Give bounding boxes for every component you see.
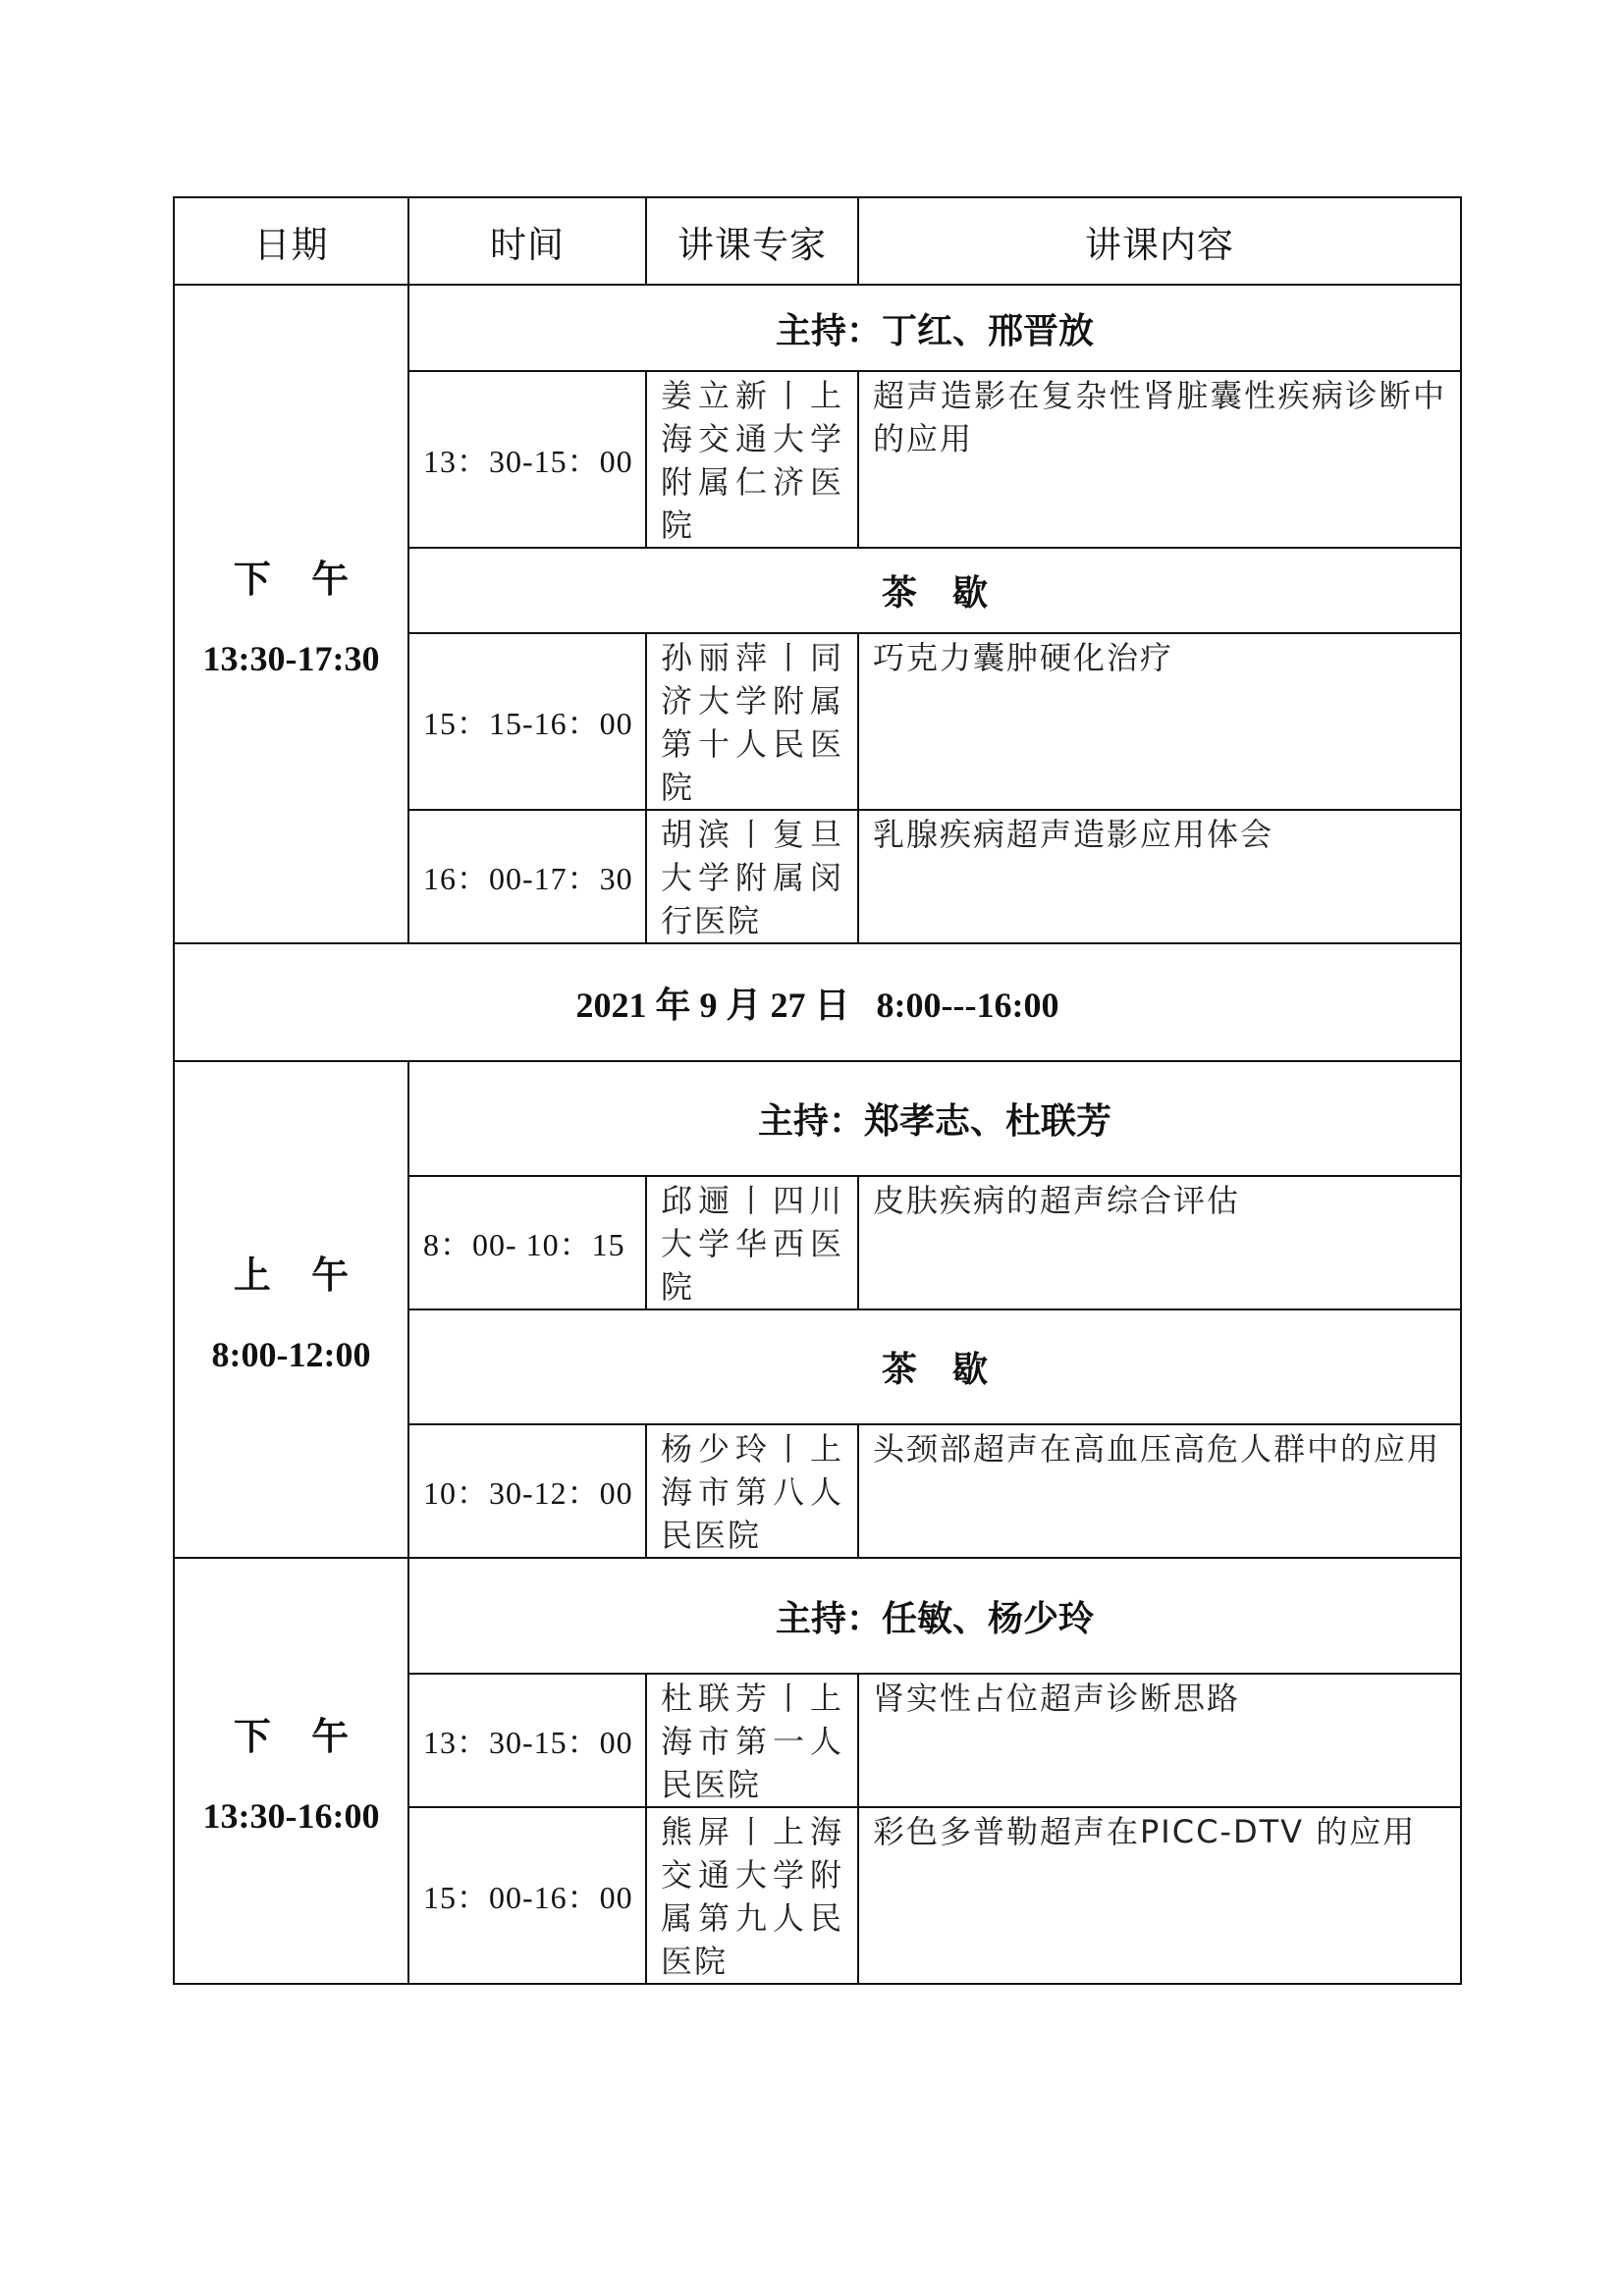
- session-speaker: 熊屏丨上海交通大学附属第九人民医院: [646, 1807, 858, 1984]
- session-speaker: 邱逦丨四川大学华西医院: [646, 1176, 858, 1309]
- host-cell: 主持：丁红、邢晋放: [408, 285, 1461, 371]
- period-range: 8:00-12:00: [211, 1334, 371, 1374]
- period-cell: [174, 1061, 408, 1558]
- session-topic: 彩色多普勒超声在PICC-DTV 的应用: [858, 1807, 1461, 1984]
- date-cell: 2021 年 9 月 27 日 8:00---16:00: [174, 943, 1461, 1061]
- period-cell: [174, 285, 408, 943]
- tea-break-cell: [408, 548, 1461, 633]
- session-topic: 头颈部超声在高血压高危人群中的应用: [858, 1424, 1461, 1558]
- header-speaker: 讲课专家: [646, 197, 858, 285]
- session-topic: 乳腺疾病超声造影应用体会: [858, 810, 1461, 943]
- session-speaker: 胡滨丨复旦大学附属闵行医院: [646, 810, 858, 943]
- tea-break-label: 茶歇: [881, 573, 1023, 614]
- date-row: [174, 943, 1461, 1061]
- session-topic: 皮肤疾病的超声综合评估: [858, 1176, 1461, 1309]
- period-label: 下 午: [233, 558, 363, 601]
- period-range: 13:30-16:00: [202, 1795, 380, 1836]
- host-row: [174, 1558, 1461, 1674]
- session-speaker: 孙丽萍丨同济大学附属第十人民医院: [646, 633, 858, 810]
- session-speaker: 杜联芳丨上海市第一人民医院: [646, 1674, 858, 1807]
- host-cell: 主持：任敏、杨少玲: [408, 1558, 1461, 1674]
- session-time: 15：00-16：00: [408, 1807, 646, 1984]
- session-time: 8：00- 10：15: [408, 1176, 646, 1309]
- host-cell: 主持：郑孝志、杜联芳: [408, 1061, 1461, 1176]
- session-topic: 超声造影在复杂性肾脏囊性疾病诊断中的应用: [858, 371, 1461, 548]
- header-row: [174, 197, 1461, 285]
- period-label: 上 午: [233, 1253, 363, 1297]
- session-time: 13：30-15：00: [408, 1674, 646, 1807]
- session-time: 16：00-17：30: [408, 810, 646, 943]
- session-time: 13：30-15：00: [408, 371, 646, 548]
- host-row: [174, 285, 1461, 371]
- header-date: 日期: [174, 197, 408, 285]
- header-time: 时间: [408, 197, 646, 285]
- tea-break-cell: [408, 1309, 1461, 1424]
- session-time: 10：30-12：00: [408, 1424, 646, 1558]
- schedule-table: [173, 196, 1462, 1985]
- header-topic: 讲课内容: [858, 197, 1461, 285]
- period-label: 下 午: [233, 1714, 363, 1758]
- session-speaker: 姜立新丨上海交通大学附属仁济医院: [646, 371, 858, 548]
- session-speaker: 杨少玲丨上海市第八人民医院: [646, 1424, 858, 1558]
- period-cell: [174, 1558, 408, 1984]
- host-row: [174, 1061, 1461, 1176]
- session-topic: 巧克力囊肿硬化治疗: [858, 633, 1461, 810]
- period-range: 13:30-17:30: [202, 639, 380, 678]
- session-topic: 肾实性占位超声诊断思路: [858, 1674, 1461, 1807]
- session-time: 15：15-16：00: [408, 633, 646, 810]
- tea-break-label: 茶歇: [881, 1350, 1023, 1390]
